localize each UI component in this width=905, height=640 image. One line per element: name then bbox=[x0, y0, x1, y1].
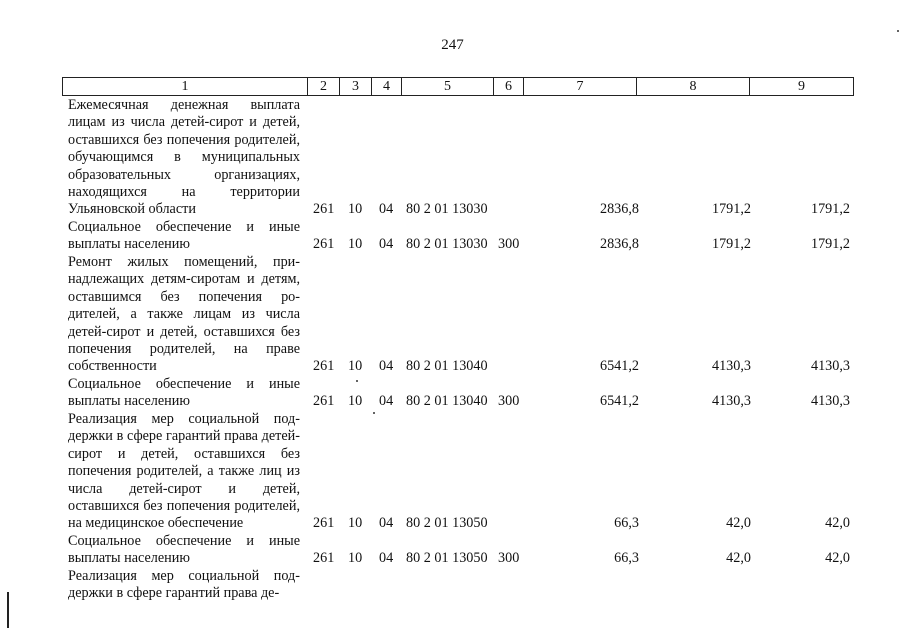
cell-amount-col7: 2836,8 bbox=[599, 236, 639, 252]
cell-amount-col7: 6541,2 bbox=[599, 358, 639, 374]
row-label: Социальное обеспечение и иные выплаты населению bbox=[68, 219, 300, 253]
header-cell: 9 bbox=[750, 78, 854, 96]
cell-amount-col9: 42,0 bbox=[825, 550, 850, 566]
cell-amount-col7: 66,3 bbox=[614, 550, 639, 566]
header-cell: 5 bbox=[402, 78, 494, 96]
cell-ministry: 261 bbox=[313, 201, 335, 217]
cell-target-article: 80 2 01 13030 bbox=[406, 201, 488, 217]
cell-amount-col8: 4130,3 bbox=[711, 358, 751, 374]
cell-target-article: 80 2 01 13050 bbox=[406, 515, 488, 531]
row-label: Ремонт жилых помещений, принадлежащих детям-сиротам и детям, оставшимся без попечения родителей, а также лицам из числа детей-сирот и детей, оставшихся без попечения родителей, на праве собственности bbox=[68, 254, 300, 375]
header-cell: 2 bbox=[308, 78, 340, 96]
column-header-row bbox=[62, 77, 854, 96]
cell-section: 10 bbox=[348, 550, 363, 566]
cell-amount-col9: 1791,2 bbox=[810, 201, 850, 217]
cell-target-article: 80 2 01 13030 bbox=[406, 236, 488, 252]
cell-subsection: 04 bbox=[379, 236, 394, 252]
row-label: Социальное обеспечение и иные выплаты населению bbox=[68, 533, 300, 567]
cell-amount-col9: 1791,2 bbox=[810, 236, 850, 252]
cell-ministry: 261 bbox=[313, 550, 335, 566]
table-row bbox=[0, 97, 905, 219]
cell-amount-col8: 4130,3 bbox=[711, 393, 751, 409]
cell-ministry: 261 bbox=[313, 515, 335, 531]
row-label: Социальное обеспечение и иные выплаты населению bbox=[68, 376, 300, 410]
cell-target-article: 80 2 01 13040 bbox=[406, 393, 488, 409]
table-row bbox=[0, 533, 905, 568]
scan-speck bbox=[373, 412, 375, 414]
scan-speck bbox=[897, 30, 899, 32]
row-label: Реализация мер социальной поддержки в сфере гарантий права де- bbox=[68, 568, 300, 602]
page-number: 247 bbox=[441, 37, 464, 53]
header-cell: 4 bbox=[372, 78, 402, 96]
cell-amount-col7: 6541,2 bbox=[599, 393, 639, 409]
cell-ministry: 261 bbox=[313, 358, 335, 374]
cell-section: 10 bbox=[348, 393, 363, 409]
header-cell: 8 bbox=[637, 78, 750, 96]
cell-amount-col7: 2836,8 bbox=[599, 201, 639, 217]
cell-ministry: 261 bbox=[313, 393, 335, 409]
table-row bbox=[0, 219, 905, 254]
cell-amount-col7: 66,3 bbox=[614, 515, 639, 531]
scan-margin-mark bbox=[7, 592, 9, 628]
cell-section: 10 bbox=[348, 236, 363, 252]
cell-amount-col9: 42,0 bbox=[825, 515, 850, 531]
cell-expense-type: 300 bbox=[498, 393, 520, 409]
table-row bbox=[0, 568, 905, 603]
cell-amount-col8: 1791,2 bbox=[711, 201, 751, 217]
row-label: Ежемесячная денежная выплата лицам из числа детей-сирот и детей, оставшихся без попечения родителей, обучающимся в муниципальных образовательных организациях, находящихся на территории Ульяновской области bbox=[68, 97, 300, 218]
cell-ministry: 261 bbox=[313, 236, 335, 252]
header-cell: 6 bbox=[494, 78, 524, 96]
header-cell: 1 bbox=[63, 78, 308, 96]
table-row bbox=[0, 411, 905, 533]
cell-section: 10 bbox=[348, 201, 363, 217]
cell-target-article: 80 2 01 13040 bbox=[406, 358, 488, 374]
row-label: Реализация мер социальной поддержки в сфере гарантий права детей-сирот и детей, оставшихся без попечения родителей, а также лиц из числа детей-сирот и детей, оставшихся без попечения родителей, на медицинское обеспечение bbox=[68, 411, 300, 532]
header-cell: 3 bbox=[340, 78, 372, 96]
cell-amount-col9: 4130,3 bbox=[810, 358, 850, 374]
cell-target-article: 80 2 01 13050 bbox=[406, 550, 488, 566]
cell-amount-col9: 4130,3 bbox=[810, 393, 850, 409]
cell-subsection: 04 bbox=[379, 515, 394, 531]
cell-amount-col8: 42,0 bbox=[726, 550, 751, 566]
table-row bbox=[0, 254, 905, 376]
cell-subsection: 04 bbox=[379, 358, 394, 374]
cell-amount-col8: 1791,2 bbox=[711, 236, 751, 252]
scan-speck bbox=[356, 380, 358, 382]
cell-expense-type: 300 bbox=[498, 236, 520, 252]
cell-subsection: 04 bbox=[379, 201, 394, 217]
cell-section: 10 bbox=[348, 515, 363, 531]
cell-expense-type: 300 bbox=[498, 550, 520, 566]
cell-subsection: 04 bbox=[379, 393, 394, 409]
cell-section: 10 bbox=[348, 358, 363, 374]
table-row bbox=[0, 376, 905, 411]
cell-amount-col8: 42,0 bbox=[726, 515, 751, 531]
header-cell: 7 bbox=[524, 78, 637, 96]
cell-subsection: 04 bbox=[379, 550, 394, 566]
